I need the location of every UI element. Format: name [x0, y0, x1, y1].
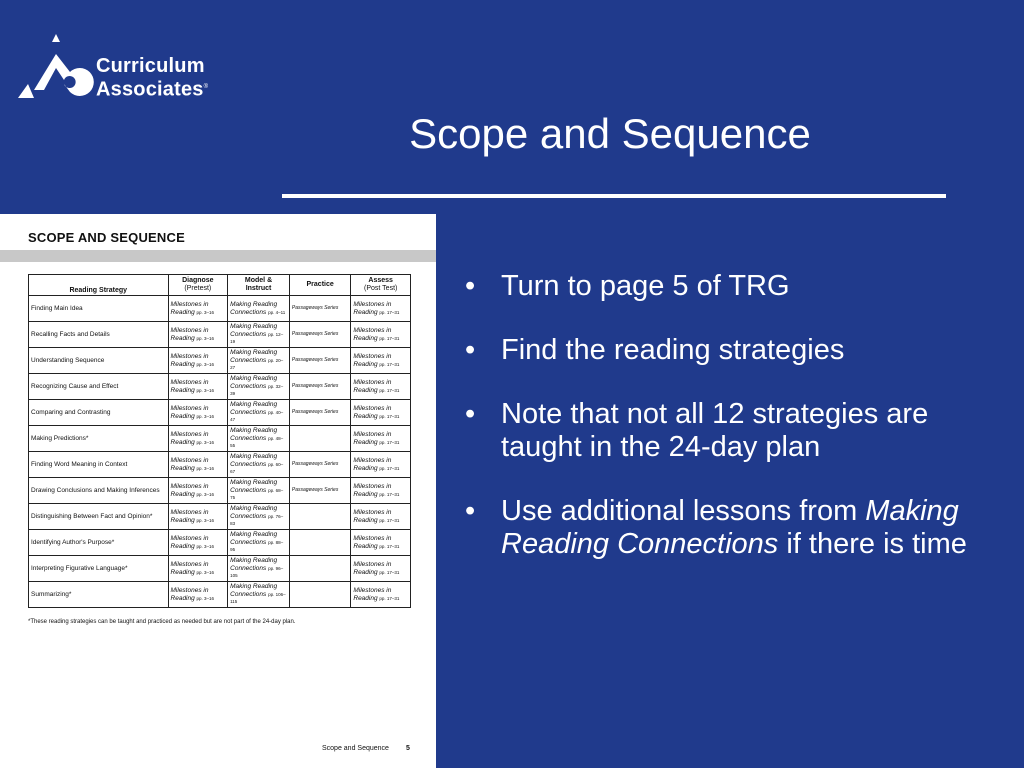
strategy-cell: Interpreting Figurative Language* — [29, 556, 169, 582]
strategy-cell: Making Predictions* — [29, 426, 169, 452]
bullet-dot-icon: • — [465, 398, 476, 430]
strategy-cell: Finding Main Idea — [29, 296, 169, 322]
model-cell: Making Reading Connections pp. 48–55 — [228, 426, 290, 452]
strategy-cell: Summarizing* — [29, 582, 169, 608]
diagnose-cell: Milestones in Reading pp. 3–16 — [168, 374, 228, 400]
logo-line-1: Curriculum — [96, 55, 205, 77]
practice-cell: Passageways Series — [289, 478, 350, 504]
strategy-cell: Drawing Conclusions and Making Inferences — [29, 478, 169, 504]
practice-cell — [289, 426, 350, 452]
model-cell: Making Reading Connections pp. 4–11 — [228, 296, 290, 322]
table-row — [29, 556, 411, 582]
table-row — [29, 478, 411, 504]
table-row — [29, 582, 411, 608]
column-header-diagnose: Diagnose (Pretest) — [168, 275, 228, 296]
practice-cell — [289, 582, 350, 608]
practice-cell: Passageways Series — [289, 374, 350, 400]
title-underline — [282, 194, 946, 198]
model-cell: Making Reading Connections pp. 32–39 — [228, 374, 290, 400]
page-footer-label: Scope and Sequence — [322, 745, 389, 752]
assess-cell: Milestones in Reading pp. 17–31 — [351, 322, 411, 348]
heading-band — [0, 250, 436, 262]
strategy-cell: Understanding Sequence — [29, 348, 169, 374]
practice-cell: Passageways Series — [289, 452, 350, 478]
bullet-dot-icon: • — [465, 495, 476, 527]
diagnose-cell: Milestones in Reading pp. 3–16 — [168, 556, 228, 582]
model-cell: Making Reading Connections pp. 106–115 — [228, 582, 290, 608]
scope-sequence-table — [28, 274, 411, 608]
assess-cell: Milestones in Reading pp. 17–31 — [351, 400, 411, 426]
diagnose-cell: Milestones in Reading pp. 3–16 — [168, 296, 228, 322]
practice-cell: Passageways Series — [289, 400, 350, 426]
assess-cell: Milestones in Reading pp. 17–31 — [351, 556, 411, 582]
strategy-cell: Identifying Author's Purpose* — [29, 530, 169, 556]
document-heading: SCOPE AND SEQUENCE — [28, 230, 185, 245]
diagnose-cell: Milestones in Reading pp. 3–16 — [168, 530, 228, 556]
practice-cell: Passageways Series — [289, 322, 350, 348]
bullet-dot-icon: • — [465, 334, 476, 366]
assess-cell: Milestones in Reading pp. 17–31 — [351, 478, 411, 504]
strategy-cell: Comparing and Contrasting — [29, 400, 169, 426]
model-cell: Making Reading Connections pp. 96–105 — [228, 556, 290, 582]
table-row — [29, 400, 411, 426]
diagnose-cell: Milestones in Reading pp. 3–16 — [168, 322, 228, 348]
table-row — [29, 530, 411, 556]
assess-cell: Milestones in Reading pp. 17–31 — [351, 348, 411, 374]
diagnose-cell: Milestones in Reading pp. 3–16 — [168, 478, 228, 504]
table-row — [29, 296, 411, 322]
diagnose-cell: Milestones in Reading pp. 3–16 — [168, 348, 228, 374]
bullet-item: • Turn to page 5 of TRG — [465, 270, 790, 302]
assess-cell: Milestones in Reading pp. 17–31 — [351, 296, 411, 322]
strategy-cell: Finding Word Meaning in Context — [29, 452, 169, 478]
bullet-item: • Find the reading strategies — [465, 334, 845, 366]
practice-cell — [289, 530, 350, 556]
model-cell: Making Reading Connections pp. 68–75 — [228, 478, 290, 504]
assess-cell: Milestones in Reading pp. 17–31 — [351, 426, 411, 452]
practice-cell: Passageways Series — [289, 348, 350, 374]
table-row — [29, 452, 411, 478]
strategy-cell: Recalling Facts and Details — [29, 322, 169, 348]
table-row — [29, 504, 411, 530]
slide-title: Scope and Sequence — [409, 110, 811, 157]
strategy-cell: Distinguishing Between Fact and Opinion* — [29, 504, 169, 530]
model-cell: Making Reading Connections pp. 40–47 — [228, 400, 290, 426]
assess-cell: Milestones in Reading pp. 17–31 — [351, 452, 411, 478]
column-header-strategy: Reading Strategy — [29, 275, 169, 296]
diagnose-cell: Milestones in Reading pp. 3–16 — [168, 582, 228, 608]
logo-line-2: Associates® — [96, 78, 209, 101]
practice-cell — [289, 556, 350, 582]
table-row — [29, 322, 411, 348]
assess-cell: Milestones in Reading pp. 17–31 — [351, 582, 411, 608]
column-header-model: Model & Instruct — [228, 275, 290, 296]
page-number: 5 — [406, 745, 410, 752]
model-cell: Making Reading Connections pp. 60–67 — [228, 452, 290, 478]
diagnose-cell: Milestones in Reading pp. 3–16 — [168, 400, 228, 426]
logo-wordmark — [96, 56, 208, 101]
model-cell: Making Reading Connections pp. 76–83 — [228, 504, 290, 530]
assess-cell: Milestones in Reading pp. 17–31 — [351, 530, 411, 556]
table-header-row — [29, 275, 411, 296]
table-footnote: *These reading strategies can be taught and practiced as needed but are not part of the 24-day plan. — [28, 619, 296, 625]
bullet-dot-icon: • — [465, 270, 476, 302]
bullet-item: • Use additional lessons from Making Reading Connections if there is time — [465, 495, 967, 560]
bullet-item: • Note that not all 12 strategies are taught in the 24-day plan — [465, 398, 929, 463]
assess-cell: Milestones in Reading pp. 17–31 — [351, 504, 411, 530]
column-header-assess: Assess (Post Test) — [351, 275, 411, 296]
practice-cell: Passageways Series — [289, 296, 350, 322]
table-row — [29, 374, 411, 400]
diagnose-cell: Milestones in Reading pp. 3–16 — [168, 426, 228, 452]
assess-cell: Milestones in Reading pp. 17–31 — [351, 374, 411, 400]
model-cell: Making Reading Connections pp. 12–19 — [228, 322, 290, 348]
diagnose-cell: Milestones in Reading pp. 3–16 — [168, 504, 228, 530]
bullet-list — [463, 270, 1003, 592]
logo-mark-icon — [16, 32, 106, 102]
scope-sequence-page — [0, 214, 436, 768]
table-row — [29, 348, 411, 374]
diagnose-cell: Milestones in Reading pp. 3–16 — [168, 452, 228, 478]
model-cell: Making Reading Connections pp. 20–27 — [228, 348, 290, 374]
curriculum-associates-logo — [16, 32, 216, 102]
practice-cell — [289, 504, 350, 530]
strategy-cell: Recognizing Cause and Effect — [29, 374, 169, 400]
column-header-practice: Practice — [289, 275, 350, 296]
model-cell: Making Reading Connections pp. 88–95 — [228, 530, 290, 556]
table-row — [29, 426, 411, 452]
